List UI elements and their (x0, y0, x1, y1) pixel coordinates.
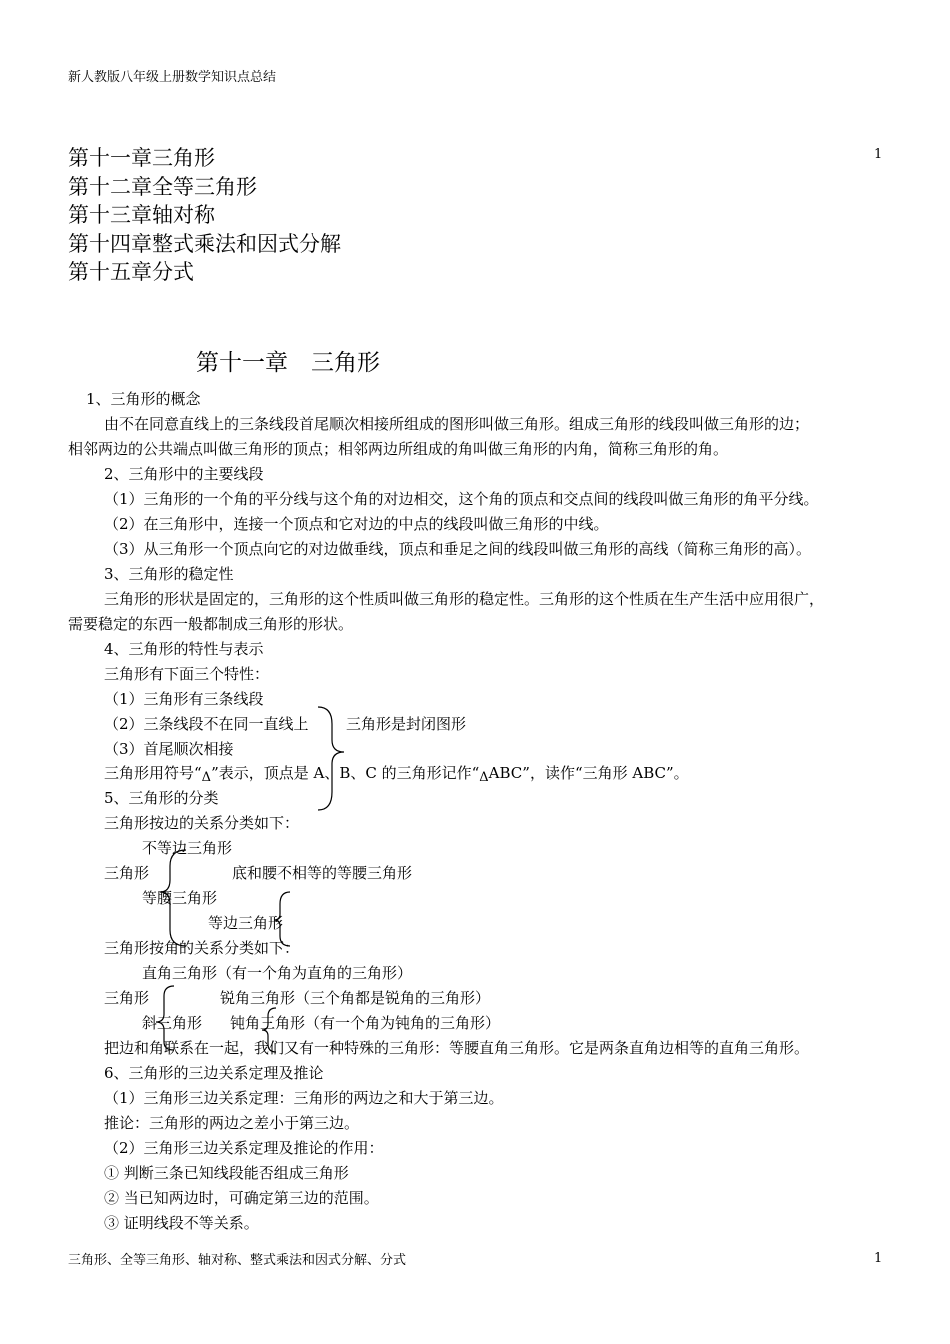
toc-page-number: 1 (874, 147, 883, 162)
section-heading: 5、三角形的分类 (104, 789, 219, 807)
theorem-line: （1）三角形三边关系定理：三角形的两边之和大于第三边。 (104, 1089, 504, 1107)
classification-item: 等腰三角形 (142, 889, 218, 907)
text-segment: 三角形用符号“ (104, 764, 202, 782)
classification-root: 三角形 (104, 864, 150, 882)
left-brace-icon (262, 1008, 276, 1052)
classification-item: 等边三角形 (208, 914, 284, 932)
paragraph-line: 三角形有下面三个特性： (104, 665, 270, 683)
section-heading: 3、三角形的稳定性 (104, 565, 234, 583)
list-item: （1）三角形有三条线段 (104, 690, 264, 708)
list-item: ② 当已知两边时，可确定第三边的范围。 (104, 1189, 379, 1207)
toc-item[interactable]: 第十二章全等三角形 (68, 174, 257, 199)
left-brace-icon (160, 850, 186, 946)
list-item: （2）在三角形中，连接一个顶点和它对边的中点的线段叫做三角形的中线。 (104, 515, 609, 533)
list-item: ① 判断三条已知线段能否组成三角形 (104, 1164, 349, 1182)
classification-item: 直角三角形（有一个角为直角的三角形） (142, 964, 413, 982)
toc-item[interactable]: 第十一章三角形 (68, 146, 215, 170)
section-heading: 2、三角形中的主要线段 (104, 465, 264, 483)
classification-item: 斜三角形 (142, 1014, 203, 1032)
classification-item: 不等边三角形 (142, 839, 233, 857)
classification-root: 三角形 (104, 989, 150, 1007)
left-brace-icon (274, 892, 290, 946)
section-heading: 1、三角形的概念 (86, 390, 201, 408)
left-brace-icon (156, 986, 174, 1050)
theorem-line: （2）三角形三边关系定理及推论的作用： (104, 1139, 384, 1157)
triangle-symbol: Δ (201, 770, 212, 785)
section-heading: 4、三角形的特性与表示 (104, 640, 264, 658)
triangle-symbol: Δ (479, 770, 489, 785)
paragraph-line: 三角形按角的关系分类如下： (104, 939, 300, 957)
classification-item: 底和腰不相等的等腰三角形 (232, 864, 413, 882)
toc-item[interactable]: 第十三章轴对称 (68, 203, 215, 227)
footer-page-number: 1 (874, 1251, 883, 1266)
running-footer: 三角形、全等三角形、轴对称、整式乘法和因式分解、分式 (68, 1253, 407, 1268)
section-heading: 6、三角形的三边关系定理及推论 (104, 1064, 324, 1082)
list-item: （2）三条线段不在同一直线上 (104, 715, 309, 733)
text-segment: ABC”，读作“三角形 ABC”。 (488, 764, 689, 782)
paragraph-line: 三角形的形状是固定的，三角形的这个性质叫做三角形的稳定性。三角形的这个性质在生产生活中应用很广， (104, 590, 825, 608)
list-item: （3）首尾顺次相接 (104, 740, 234, 758)
chapter-title: 第十一章 三角形 (196, 350, 380, 376)
corollary-line: 推论：三角形的两边之差小于第三边。 (104, 1114, 360, 1132)
paragraph-line: 三角形按边的关系分类如下： (104, 814, 300, 832)
classification-item: 锐角三角形（三个角都是锐角的三角形） (220, 989, 491, 1007)
paragraph-line: 由不在同意直线上的三条线段首尾顺次相接所组成的图形叫做三角形。组成三角形的线段叫做三角形的边； (104, 415, 810, 433)
list-item: （1）三角形的一个角的平分线与这个角的对边相交，这个角的顶点和交点间的线段叫做三角形的角平分线。 (104, 490, 819, 508)
toc-item[interactable]: 第十四章整式乘法和因式分解 (68, 231, 341, 256)
list-item: （3）从三角形一个顶点向它的对边做垂线，顶点和垂足之间的线段叫做三角形的高线（简称三角形的高）。 (104, 540, 812, 558)
classification-item: 钝角三角形（有一个角为钝角的三角形） (230, 1014, 501, 1032)
paragraph-line: 把边和角联系在一起，我们又有一种特殊的三角形：等腰直角三角形。它是两条直角边相等的直角三角形。 (104, 1039, 810, 1057)
paragraph-line: 需要稳定的东西一般都制成三角形的形状。 (68, 615, 354, 633)
running-header: 新人教版八年级上册数学知识点总结 (68, 70, 277, 85)
toc-item[interactable]: 第十五章分式 (68, 260, 194, 284)
right-brace-icon (318, 707, 344, 810)
text-segment: ”表示，顶点是 A、B、C 的三角形记作“ (211, 764, 480, 782)
list-item: ③ 证明线段不等关系。 (104, 1214, 259, 1232)
brace-result-text: 三角形是封闭图形 (346, 715, 467, 733)
paragraph-line: 相邻两边的公共端点叫做三角形的顶点；相邻两边所组成的角叫做三角形的内角，简称三角形的角。 (68, 440, 729, 458)
